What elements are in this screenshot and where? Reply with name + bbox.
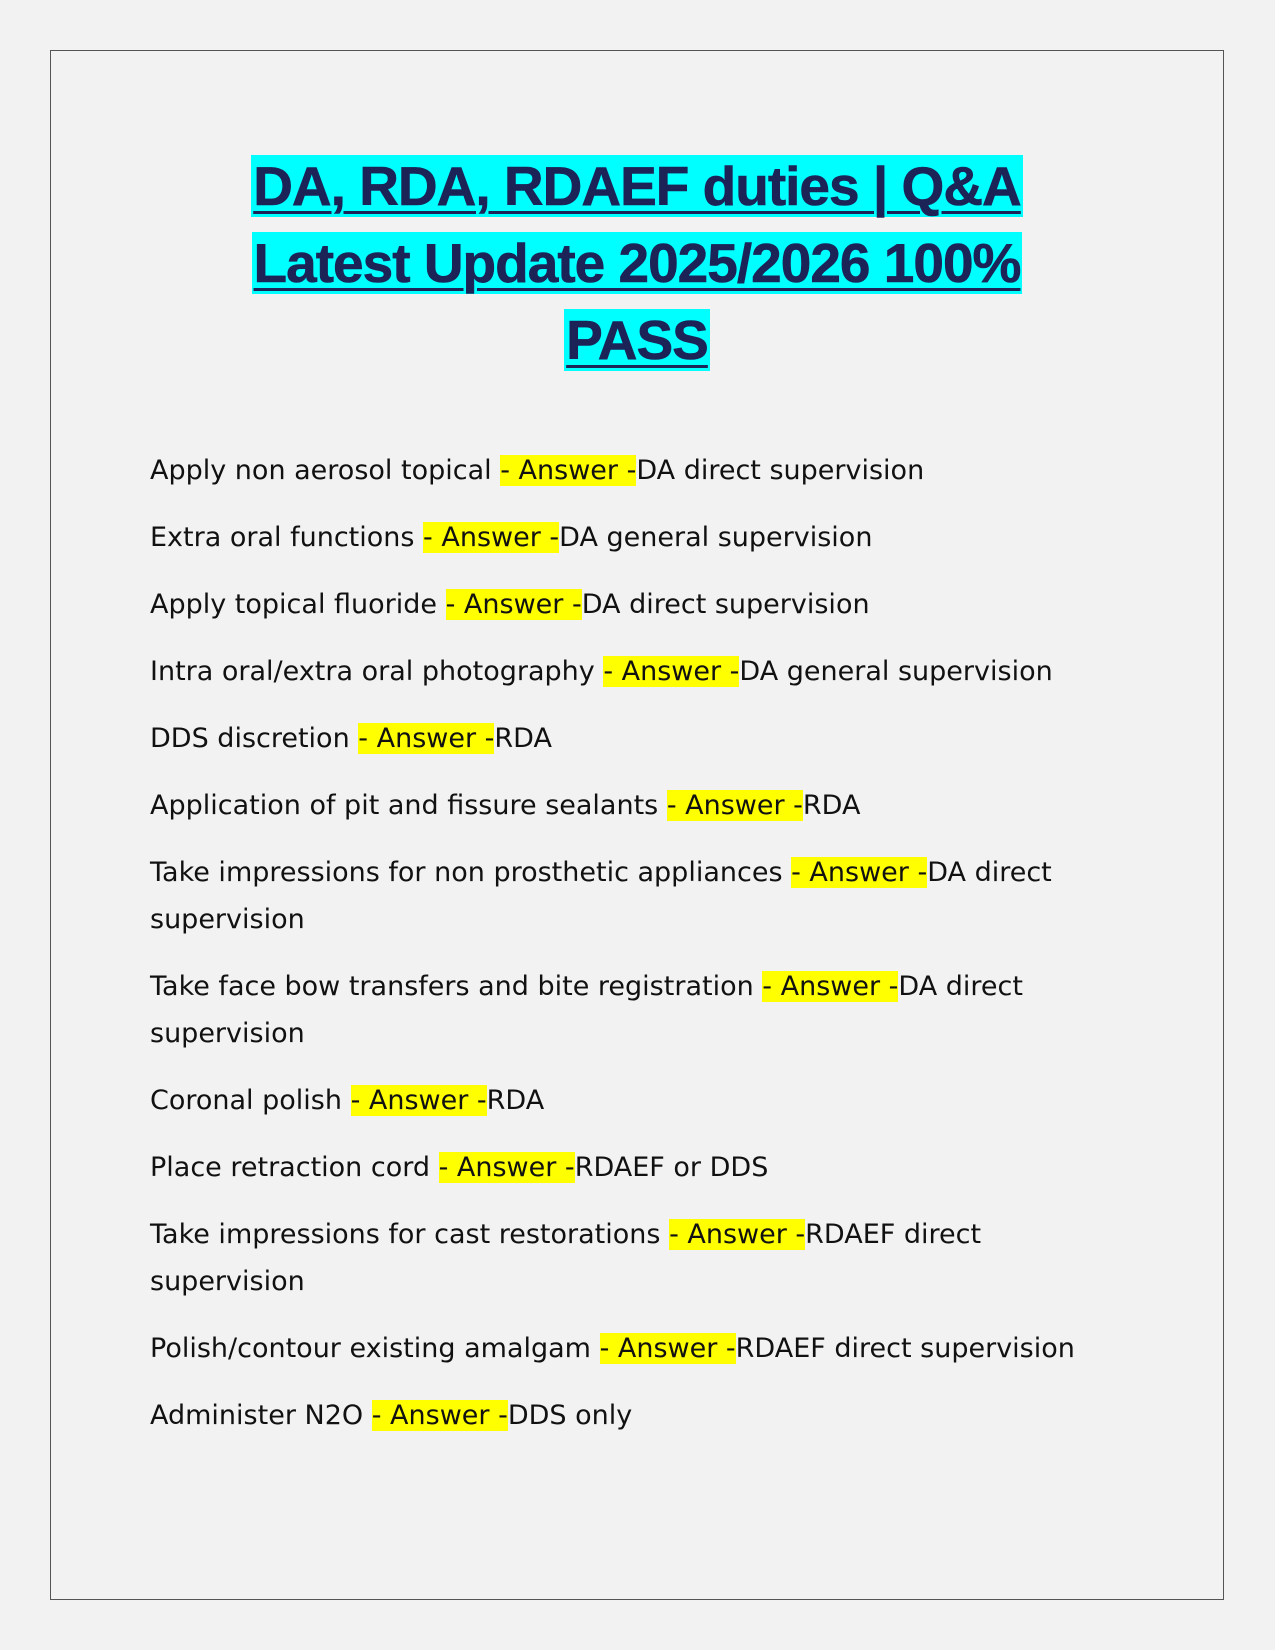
answer-text: RDAEF or DDS — [574, 1152, 769, 1183]
answer-text: DDS only — [507, 1400, 633, 1431]
answer-marker: - Answer - — [445, 589, 582, 620]
answer-text: DA general supervision — [559, 522, 873, 553]
answer-text: DA direct supervision — [581, 589, 870, 620]
answer-marker: - Answer - — [423, 522, 560, 553]
qa-item — [150, 963, 1100, 1057]
question-text: Place retraction cord — [150, 1152, 439, 1183]
question-text: Administer N2O — [150, 1400, 372, 1431]
question-text: DDS discretion — [150, 723, 359, 754]
question-text: Coronal polish — [150, 1085, 351, 1116]
answer-marker: - Answer - — [669, 1219, 806, 1250]
qa-item — [150, 782, 1100, 829]
answer-text: RDAEF direct supervision — [735, 1333, 1075, 1364]
answer-text: DA general supervision — [739, 656, 1053, 687]
qa-item — [150, 715, 1100, 762]
question-text: Application of pit and fissure sealants — [150, 790, 667, 821]
answer-marker: - Answer - — [666, 790, 803, 821]
qa-item — [150, 581, 1100, 628]
question-text: Take face bow transfers and bite registration — [150, 971, 763, 1002]
qa-item — [150, 849, 1100, 943]
answer-text: RDA — [494, 723, 552, 754]
title-line-1: DA, RDA, RDAEF duties | Q&A — [253, 155, 1021, 217]
qa-item — [150, 1325, 1100, 1372]
answer-text: DA direct supervision — [150, 971, 1023, 1049]
answer-marker: - Answer - — [350, 1085, 487, 1116]
document-title — [50, 148, 1224, 379]
qa-item — [150, 447, 1100, 494]
qa-item — [150, 1211, 1100, 1305]
answer-marker: - Answer - — [438, 1152, 575, 1183]
title-line-3: PASS — [566, 309, 708, 371]
question-text: Polish/contour existing amalgam — [150, 1333, 600, 1364]
answer-marker: - Answer - — [371, 1400, 508, 1431]
question-text: Take impressions for cast restorations — [150, 1219, 670, 1250]
qa-item — [150, 514, 1100, 561]
answer-marker: - Answer - — [603, 656, 740, 687]
qa-list — [150, 447, 1100, 1459]
answer-marker: - Answer - — [791, 857, 928, 888]
question-text: Take impressions for non prosthetic appliances — [150, 857, 792, 888]
question-text: Apply non aerosol topical — [150, 455, 501, 486]
qa-item — [150, 1077, 1100, 1124]
answer-text: RDAEF direct supervision — [150, 1219, 982, 1297]
qa-item — [150, 1144, 1100, 1191]
question-text: Apply topical fluoride — [150, 589, 446, 620]
answer-text: DA direct supervision — [150, 857, 1052, 935]
question-text: Extra oral functions — [150, 522, 424, 553]
answer-text: DA direct supervision — [636, 455, 925, 486]
qa-item — [150, 1392, 1100, 1439]
answer-marker: - Answer - — [599, 1333, 736, 1364]
title-line-2: Latest Update 2025/2026 100% — [253, 232, 1021, 294]
answer-marker: - Answer - — [500, 455, 637, 486]
answer-text: RDA — [802, 790, 861, 821]
answer-text: RDA — [486, 1085, 545, 1116]
question-text: Intra oral/extra oral photography — [150, 656, 604, 687]
answer-marker: - Answer - — [762, 971, 899, 1002]
answer-marker: - Answer - — [358, 723, 495, 754]
qa-item — [150, 648, 1100, 695]
